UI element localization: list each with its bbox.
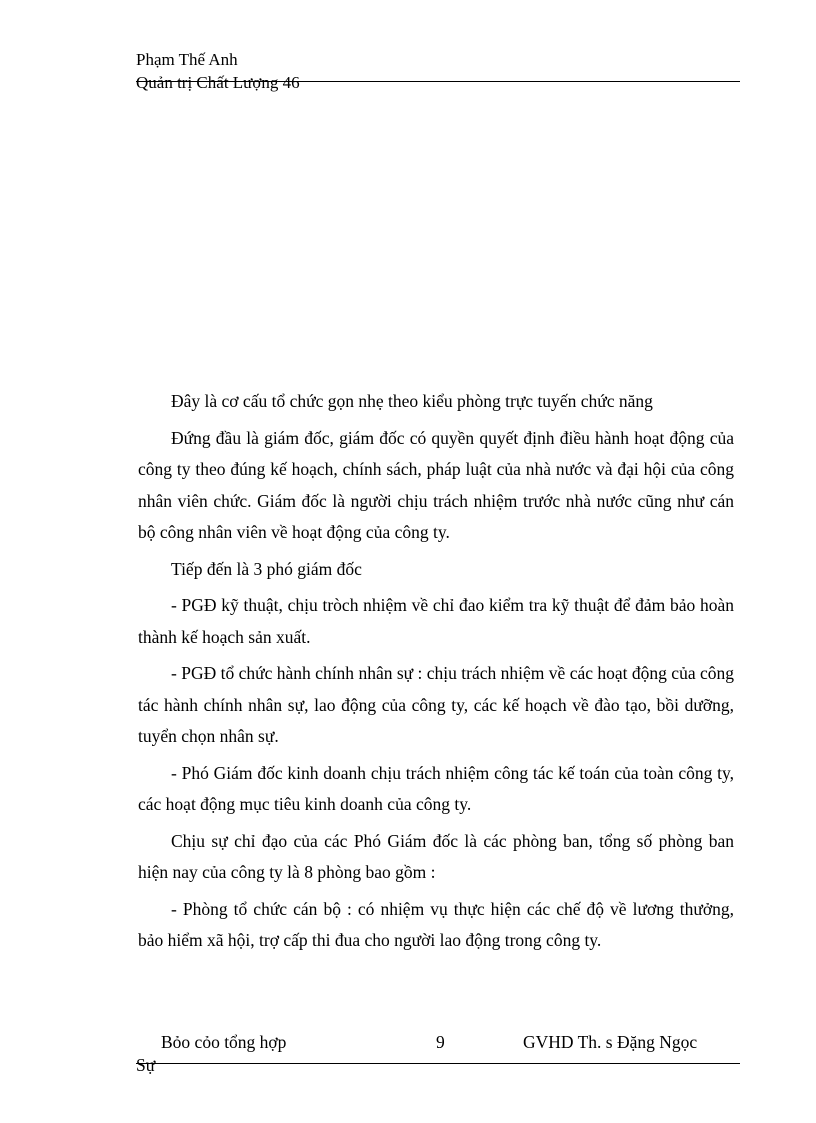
footer-rule xyxy=(136,1063,740,1064)
paragraph-technical-vice-director: - PGĐ kỹ thuật, chịu tròch nhiệm về chỉ đao kiểm tra kỹ thuật để đảm bảo hoàn thành kế hoạch sản xuất. xyxy=(138,595,734,647)
header-class-name: Quản trị Chất Lượng 46 xyxy=(136,73,300,92)
paragraph-business-vice-director: - Phó Giám đốc kinh doanh chịu trách nhiệm công tác kế toán của toàn công ty, các hoạt động mục tiêu kinh doanh của công ty. xyxy=(138,762,734,814)
paragraph-hr-vice-director: - PGĐ tổ chức hành chính nhân sự : chịu trách nhiệm về các hoạt động của công tác hành chính nhân sự, lao động của công ty, các kế hoạch về đào tạo, bồi dưỡng, tuyển chọn nhân sự. xyxy=(138,663,734,746)
paragraph-org-structure: Đây là cơ cấu tổ chức gọn nhẹ theo kiểu phòng trực tuyến chức năng xyxy=(171,391,653,411)
paragraph-departments: Chịu sự chỉ đạo của các Phó Giám đốc là các phòng ban, tổng số phòng ban hiện nay của công ty là 8 phòng bao gồm : xyxy=(138,830,734,882)
footer-page-number: 9 xyxy=(436,1032,445,1052)
header-rule xyxy=(136,81,740,82)
paragraph-personnel-department: - Phòng tổ chức cán bộ : có nhiệm vụ thực hiện các chế độ về lương thưởng, bảo hiểm xã hội, trợ cấp thi đua cho người lao động trong công ty. xyxy=(138,898,734,950)
footer-advisor-continued: Sự xyxy=(136,1055,156,1075)
footer-report-title: Bỏo cỏo tổng hợp xyxy=(161,1032,287,1052)
document-body xyxy=(138,386,734,962)
paragraph-director: Đứng đầu là giám đốc, giám đốc có quyền quyết định điều hành hoạt động của công ty theo đúng kế hoạch, chính sách, pháp luật của nhà nước và đại hội của công nhân viên chức. Giám đốc là người chịu trách nhiệm trước nhà nước cũng như cán bộ công nhân viên về hoạt động của công ty. xyxy=(138,427,734,542)
footer-advisor: GVHD Th. s Đặng Ngọc xyxy=(523,1032,698,1052)
page-header xyxy=(136,48,740,94)
page-footer xyxy=(136,1032,740,1075)
header-author: Phạm Thế Anh xyxy=(136,50,238,69)
paragraph-vice-directors-intro: Tiếp đến là 3 phó giám đốc xyxy=(171,558,362,579)
